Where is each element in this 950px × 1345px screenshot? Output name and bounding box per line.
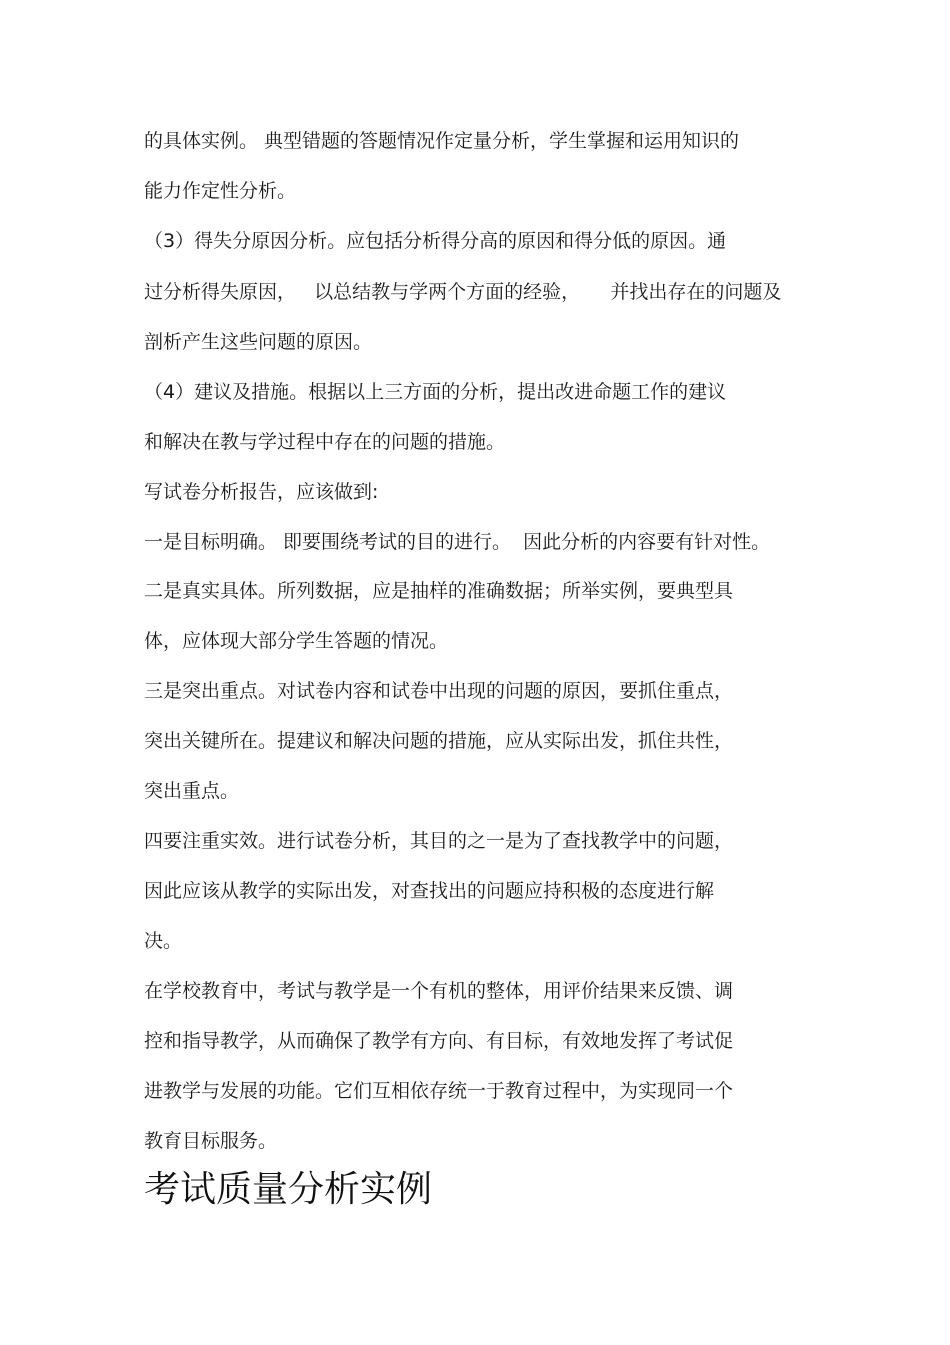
body-line: 在学校教育中，考试与教学是一个有机的整体，用评价结果来反馈、调 bbox=[144, 980, 734, 1002]
body-line: 一是目标明确。 即要围绕考试的目的进行。 因此分析的内容要有针对性。 bbox=[144, 531, 771, 553]
section-heading: 考试质量分析实例 bbox=[144, 1169, 433, 1210]
body-line: 过分析得失原因， 以总结教与学两个方面的经验， 并找出存在的问题及 bbox=[144, 281, 782, 303]
body-line: 决。 bbox=[144, 930, 183, 952]
body-line: （3）得失分原因分析。应包括分析得分高的原因和得分低的原因。通 bbox=[144, 230, 727, 252]
body-line: 突出重点。 bbox=[144, 780, 240, 802]
body-line: 二是真实具体。所列数据，应是抽样的准确数据；所举实例，要典型具 bbox=[144, 580, 734, 602]
body-line: 体，应体现大部分学生答题的情况。 bbox=[144, 630, 449, 652]
body-line: 的具体实例。 典型错题的答题情况作定量分析，学生掌握和运用知识的 bbox=[144, 130, 740, 152]
body-line: 因此应该从教学的实际出发，对查找出的问题应持积极的态度进行解 bbox=[144, 880, 715, 902]
body-line: 四要注重实效。进行试卷分析，其目的之一是为了查找教学中的问题， bbox=[144, 830, 734, 852]
body-line: 控和指导教学，从而确保了教学有方向、有目标，有效地发挥了考试促 bbox=[144, 1030, 734, 1052]
body-line: 教育目标服务。 bbox=[144, 1130, 278, 1152]
body-line: 剖析产生这些问题的原因。 bbox=[144, 331, 373, 353]
body-line: 三是突出重点。对试卷内容和试卷中出现的问题的原因，要抓住重点， bbox=[144, 680, 734, 702]
body-line: 突出关键所在。提建议和解决问题的措施，应从实际出发，抓住共性， bbox=[144, 730, 734, 752]
body-line: 进教学与发展的功能。它们互相依存统一于教育过程中，为实现同一个 bbox=[144, 1080, 734, 1102]
body-line: 写试卷分析报告，应该做到: bbox=[144, 481, 379, 503]
body-line: 和解决在教与学过程中存在的问题的措施。 bbox=[144, 431, 506, 453]
body-line: （4）建议及措施。根据以上三方面的分析，提出改进命题工作的建议 bbox=[144, 381, 727, 403]
body-line: 能力作定性分析。 bbox=[144, 180, 297, 202]
